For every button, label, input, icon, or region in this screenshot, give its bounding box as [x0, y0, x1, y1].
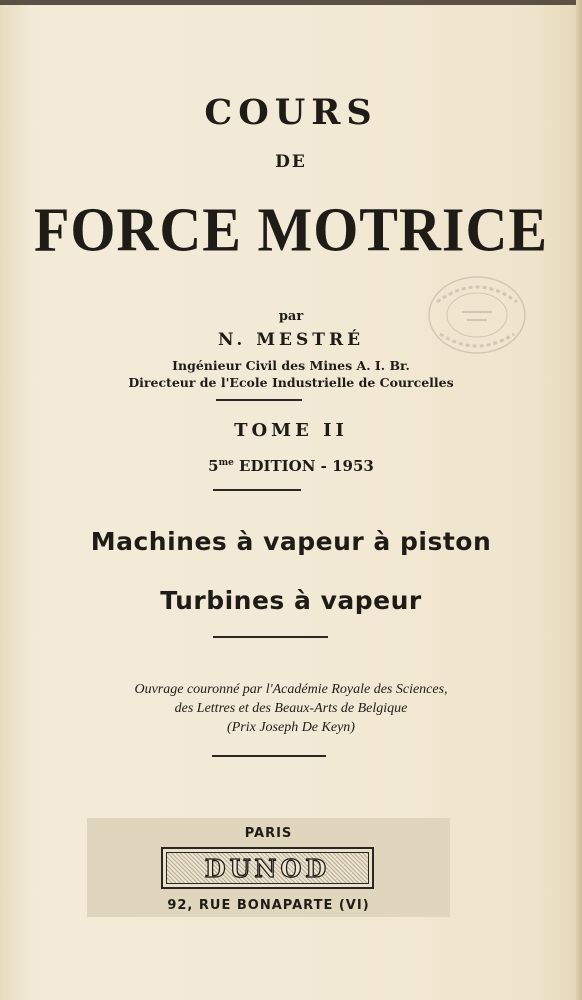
author-by: par	[278, 309, 304, 324]
award-line-1: Ouvrage couronné par l'Académie Royale des Sciences,	[134, 682, 448, 697]
divider-rule-3	[213, 636, 328, 638]
volume-tome: TOME II	[234, 420, 348, 441]
edition-text: EDITION - 1953	[233, 457, 374, 475]
author-name: N. MESTRÉ	[217, 330, 365, 350]
author-credential-2: Directeur de l'Ecole Industrielle de Courcelles	[128, 375, 454, 390]
publisher-address: 92, RUE BONAPARTE (VI)	[167, 898, 370, 913]
page-right-edge	[576, 0, 582, 1000]
edition-superscript: me	[218, 458, 234, 468]
publisher-name: DUNOD	[204, 854, 331, 883]
publisher-logo-panel	[166, 852, 369, 884]
subject-turbines: Turbines à vapeur	[160, 586, 422, 615]
divider-rule-2	[213, 489, 301, 491]
award-line-3: (Prix Joseph De Keyn)	[227, 720, 355, 735]
edition-number: 5	[208, 457, 219, 475]
subject-machines: Machines à vapeur à piston	[90, 527, 492, 556]
divider-rule-1	[216, 399, 302, 401]
publisher-city: PARIS	[244, 826, 293, 841]
publisher-block	[87, 818, 450, 917]
award-line-2: des Lettres et des Beaux-Arts de Belgique	[174, 701, 408, 716]
page-top-edge	[0, 0, 582, 5]
edition-line	[0, 457, 582, 475]
publisher-logo	[161, 847, 374, 889]
title-force-motrice: FORCE MOTRICE	[33, 194, 549, 265]
title-de: DE	[275, 152, 307, 172]
divider-rule-4	[212, 755, 326, 757]
author-credential-1: Ingénieur Civil des Mines A. I. Br.	[172, 358, 410, 373]
title-cours: COURS	[204, 92, 378, 133]
